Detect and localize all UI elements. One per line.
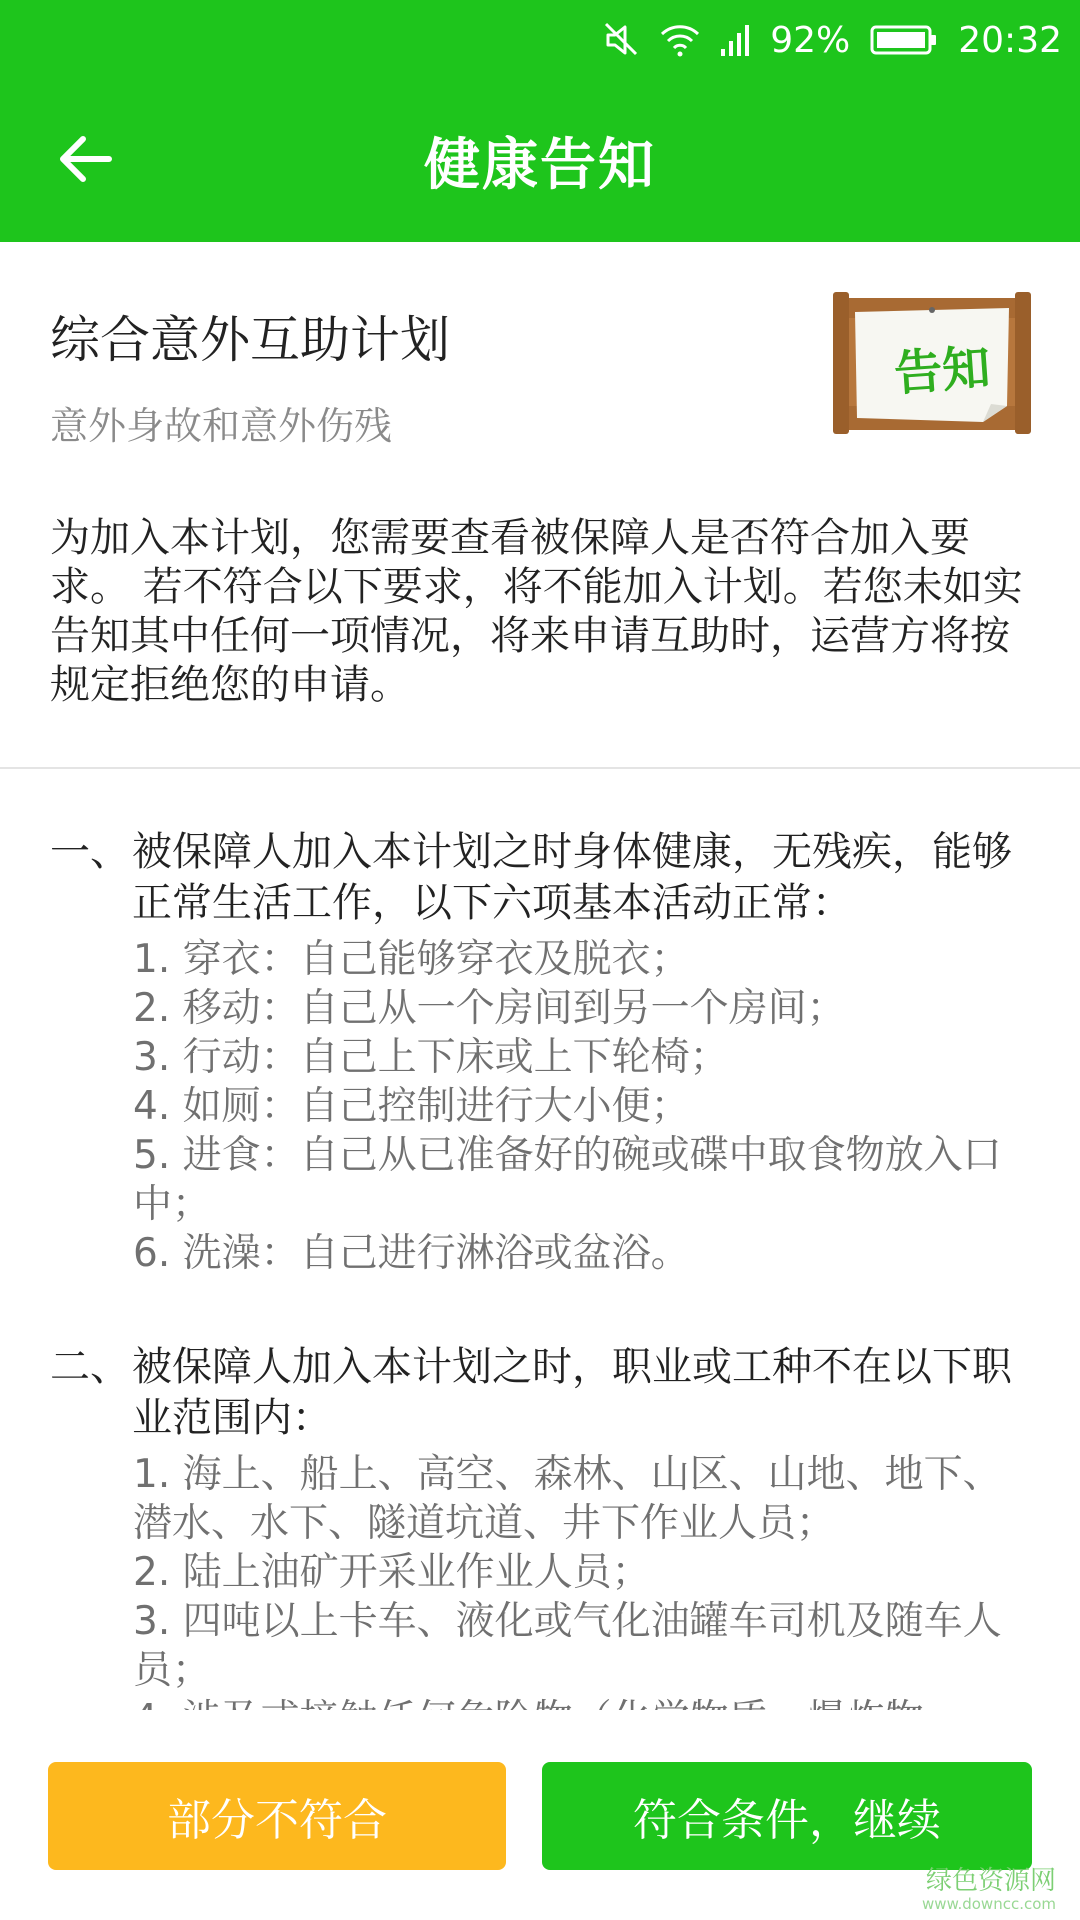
mute-icon (604, 22, 640, 58)
section-heading (50, 827, 1040, 929)
clock-time: 20:32 (958, 19, 1062, 61)
list-item: 5. 进食：自己从已准备好的碗或碟中取食物放入口中； (133, 1133, 1002, 1227)
watermark (922, 1867, 1056, 1912)
bottom-action-bar (0, 1710, 1080, 1920)
watermark-url: www.downcc.com (922, 1894, 1056, 1913)
eligible-continue-button[interactable]: 符合条件，继续 (542, 1762, 1032, 1870)
section-heading-text: 被保障人加入本计划之时身体健康，无残疾，能够正常生活工作，以下六项基本活动正常： (132, 829, 1012, 926)
section-item-list (133, 935, 1033, 1278)
list-item: 1. 海上、船上、高空、森林、山区、山地、地下、潜水、水下、隧道坑道、井下作业人员； (133, 1452, 1002, 1546)
section-heading-text: 被保障人加入本计划之时，职业或工种不在以下职业范围内： (132, 1344, 1012, 1441)
notice-board-image (833, 288, 1031, 438)
intro-text: 为加入本计划，您需要查看被保障人是否符合加入要求。 若不符合以下要求，将不能加入计划。若您未如实告知其中任何一项情况，将来申请互助时，运营方将按规定拒绝您的申请。 (50, 515, 1023, 708)
section-item-list (133, 1450, 1033, 1744)
battery-percent: 92% (770, 19, 851, 61)
list-item: 4. 如厕：自己控制进行大小便； (133, 1084, 690, 1129)
list-item: 2. 移动：自己从一个房间到另一个房间； (133, 986, 846, 1031)
partially-not-eligible-button[interactable]: 部分不符合 (48, 1762, 506, 1870)
list-item: 2. 陆上油矿开采业作业人员； (133, 1550, 651, 1595)
list-item: 6. 洗澡：自己进行淋浴或盆浴。 (133, 1231, 690, 1276)
divider (0, 767, 1080, 769)
battery-icon (870, 23, 938, 57)
signal-icon (720, 23, 750, 57)
status-bar (0, 0, 1080, 80)
health-notice-content[interactable] (0, 242, 1080, 1710)
page-title: 健康告知 (424, 133, 656, 198)
list-item: 3. 行动：自己上下床或上下轮椅； (133, 1035, 729, 1080)
plan-title: 综合意外互助计划 (50, 311, 450, 369)
wifi-icon (660, 23, 700, 57)
list-item: 1. 穿衣：自己能够穿衣及脱衣； (133, 937, 690, 982)
section-heading (50, 1342, 1040, 1444)
watermark-name: 绿色资源网 (925, 1865, 1056, 1896)
section-number: 一、 (50, 829, 130, 875)
plan-subtitle: 意外身故和意外伤残 (50, 404, 393, 448)
app-bar (0, 80, 1080, 242)
section-number: 二、 (50, 1344, 130, 1390)
list-item: 3. 四吨以上卡车、液化或气化油罐车司机及随车人员； (133, 1599, 1002, 1693)
notice-board-label: 告知 (892, 339, 993, 403)
